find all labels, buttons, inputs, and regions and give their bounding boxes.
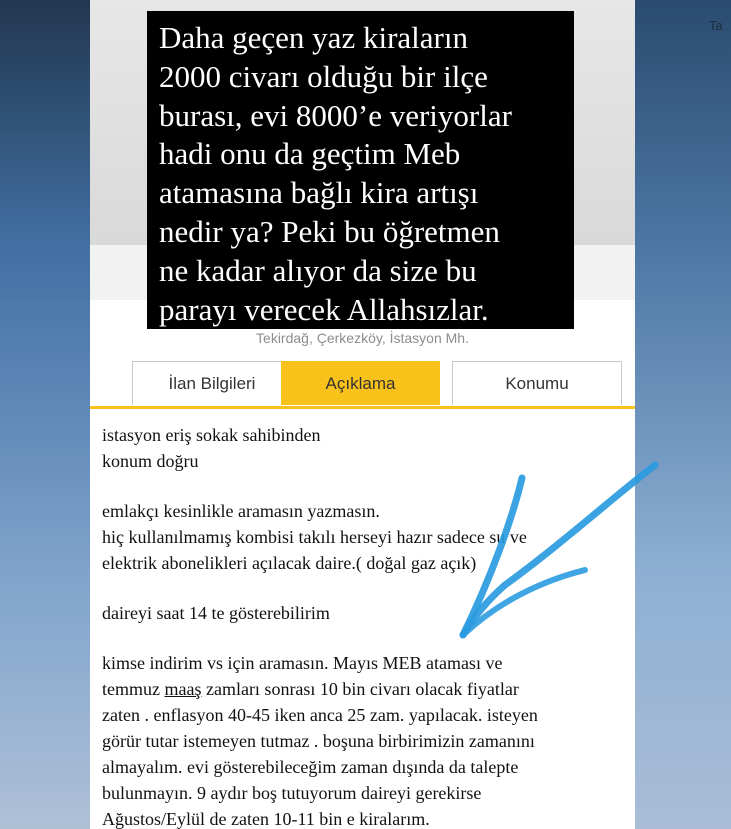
tab-ilan-bilgileri[interactable]: İlan Bilgileri (132, 361, 292, 405)
caption-line: atamasına bağlı kira artışı (159, 175, 479, 211)
background-right-panel (635, 0, 731, 829)
tab-aciklama[interactable]: Açıklama (281, 361, 440, 405)
caption-line: ne kadar alıyor da size bu (159, 252, 477, 288)
tab-konumu[interactable]: Konumu (452, 361, 622, 405)
caption-line: parayı verecek Allahsızlar. (159, 291, 489, 327)
underlined-word: maaş (164, 679, 202, 699)
description-line: emlakçı kesinlikle aramasın yazmasın. (102, 501, 380, 521)
description-line: hiç kullanılmamış kombisi takılı herseyi hazır sadece su ve (102, 527, 527, 547)
description-line: elektrik abonelikleri açılacak daire.( doğal gaz açık) (102, 553, 477, 573)
description-line: konum doğru (102, 451, 199, 471)
caption-line: Daha geçen yaz kiraların (159, 20, 468, 55)
description-line: görür tutar istemeyen tutmaz . boşuna birbirimizin zamanını (102, 731, 535, 751)
listing-location: Tekirdağ, Çerkezköy, İstasyon Mh. (256, 330, 469, 346)
text-fragment: zamları sonrası 10 bin civarı olacak fiyatlar (201, 679, 519, 699)
description-line (102, 676, 627, 702)
description-paragraph (102, 498, 627, 576)
description-line: almayalım. evi gösterebileceğim zaman dışında da talepte (102, 757, 519, 777)
description-line: Ağustos/Eylül de zaten 10-11 bin e kiralarım. (102, 809, 430, 829)
description-line: bulunmayın. 9 aydır boş tutuyorum daireyi gerekirse (102, 783, 482, 803)
caption-line: hadi onu da geçtim Meb (159, 136, 461, 172)
tab-underline (90, 406, 635, 409)
description-paragraph (102, 600, 627, 626)
description-paragraph (102, 422, 627, 474)
description-line: kimse indirim vs için aramasın. Mayıs MEB ataması ve (102, 653, 503, 673)
description-line: zaten . enflasyon 40-45 iken anca 25 zam. yapılacak. isteyen (102, 705, 538, 725)
caption-line: nedir ya? Peki bu öğretmen (159, 213, 500, 249)
listing-description (102, 422, 627, 829)
description-line: daireyi saat 14 te gösterebilirim (102, 603, 330, 623)
caption-overlay (147, 11, 574, 329)
listing-tabs (106, 361, 624, 407)
edge-text: Ta (709, 18, 723, 33)
background-left-panel (0, 0, 90, 829)
description-paragraph (102, 650, 627, 829)
description-line: istasyon eriş sokak sahibinden (102, 425, 321, 445)
caption-line: burası, evi 8000’e veriyorlar (159, 97, 512, 133)
caption-line: 2000 civarı olduğu bir ilçe (159, 58, 488, 94)
text-fragment: temmuz (102, 679, 165, 699)
